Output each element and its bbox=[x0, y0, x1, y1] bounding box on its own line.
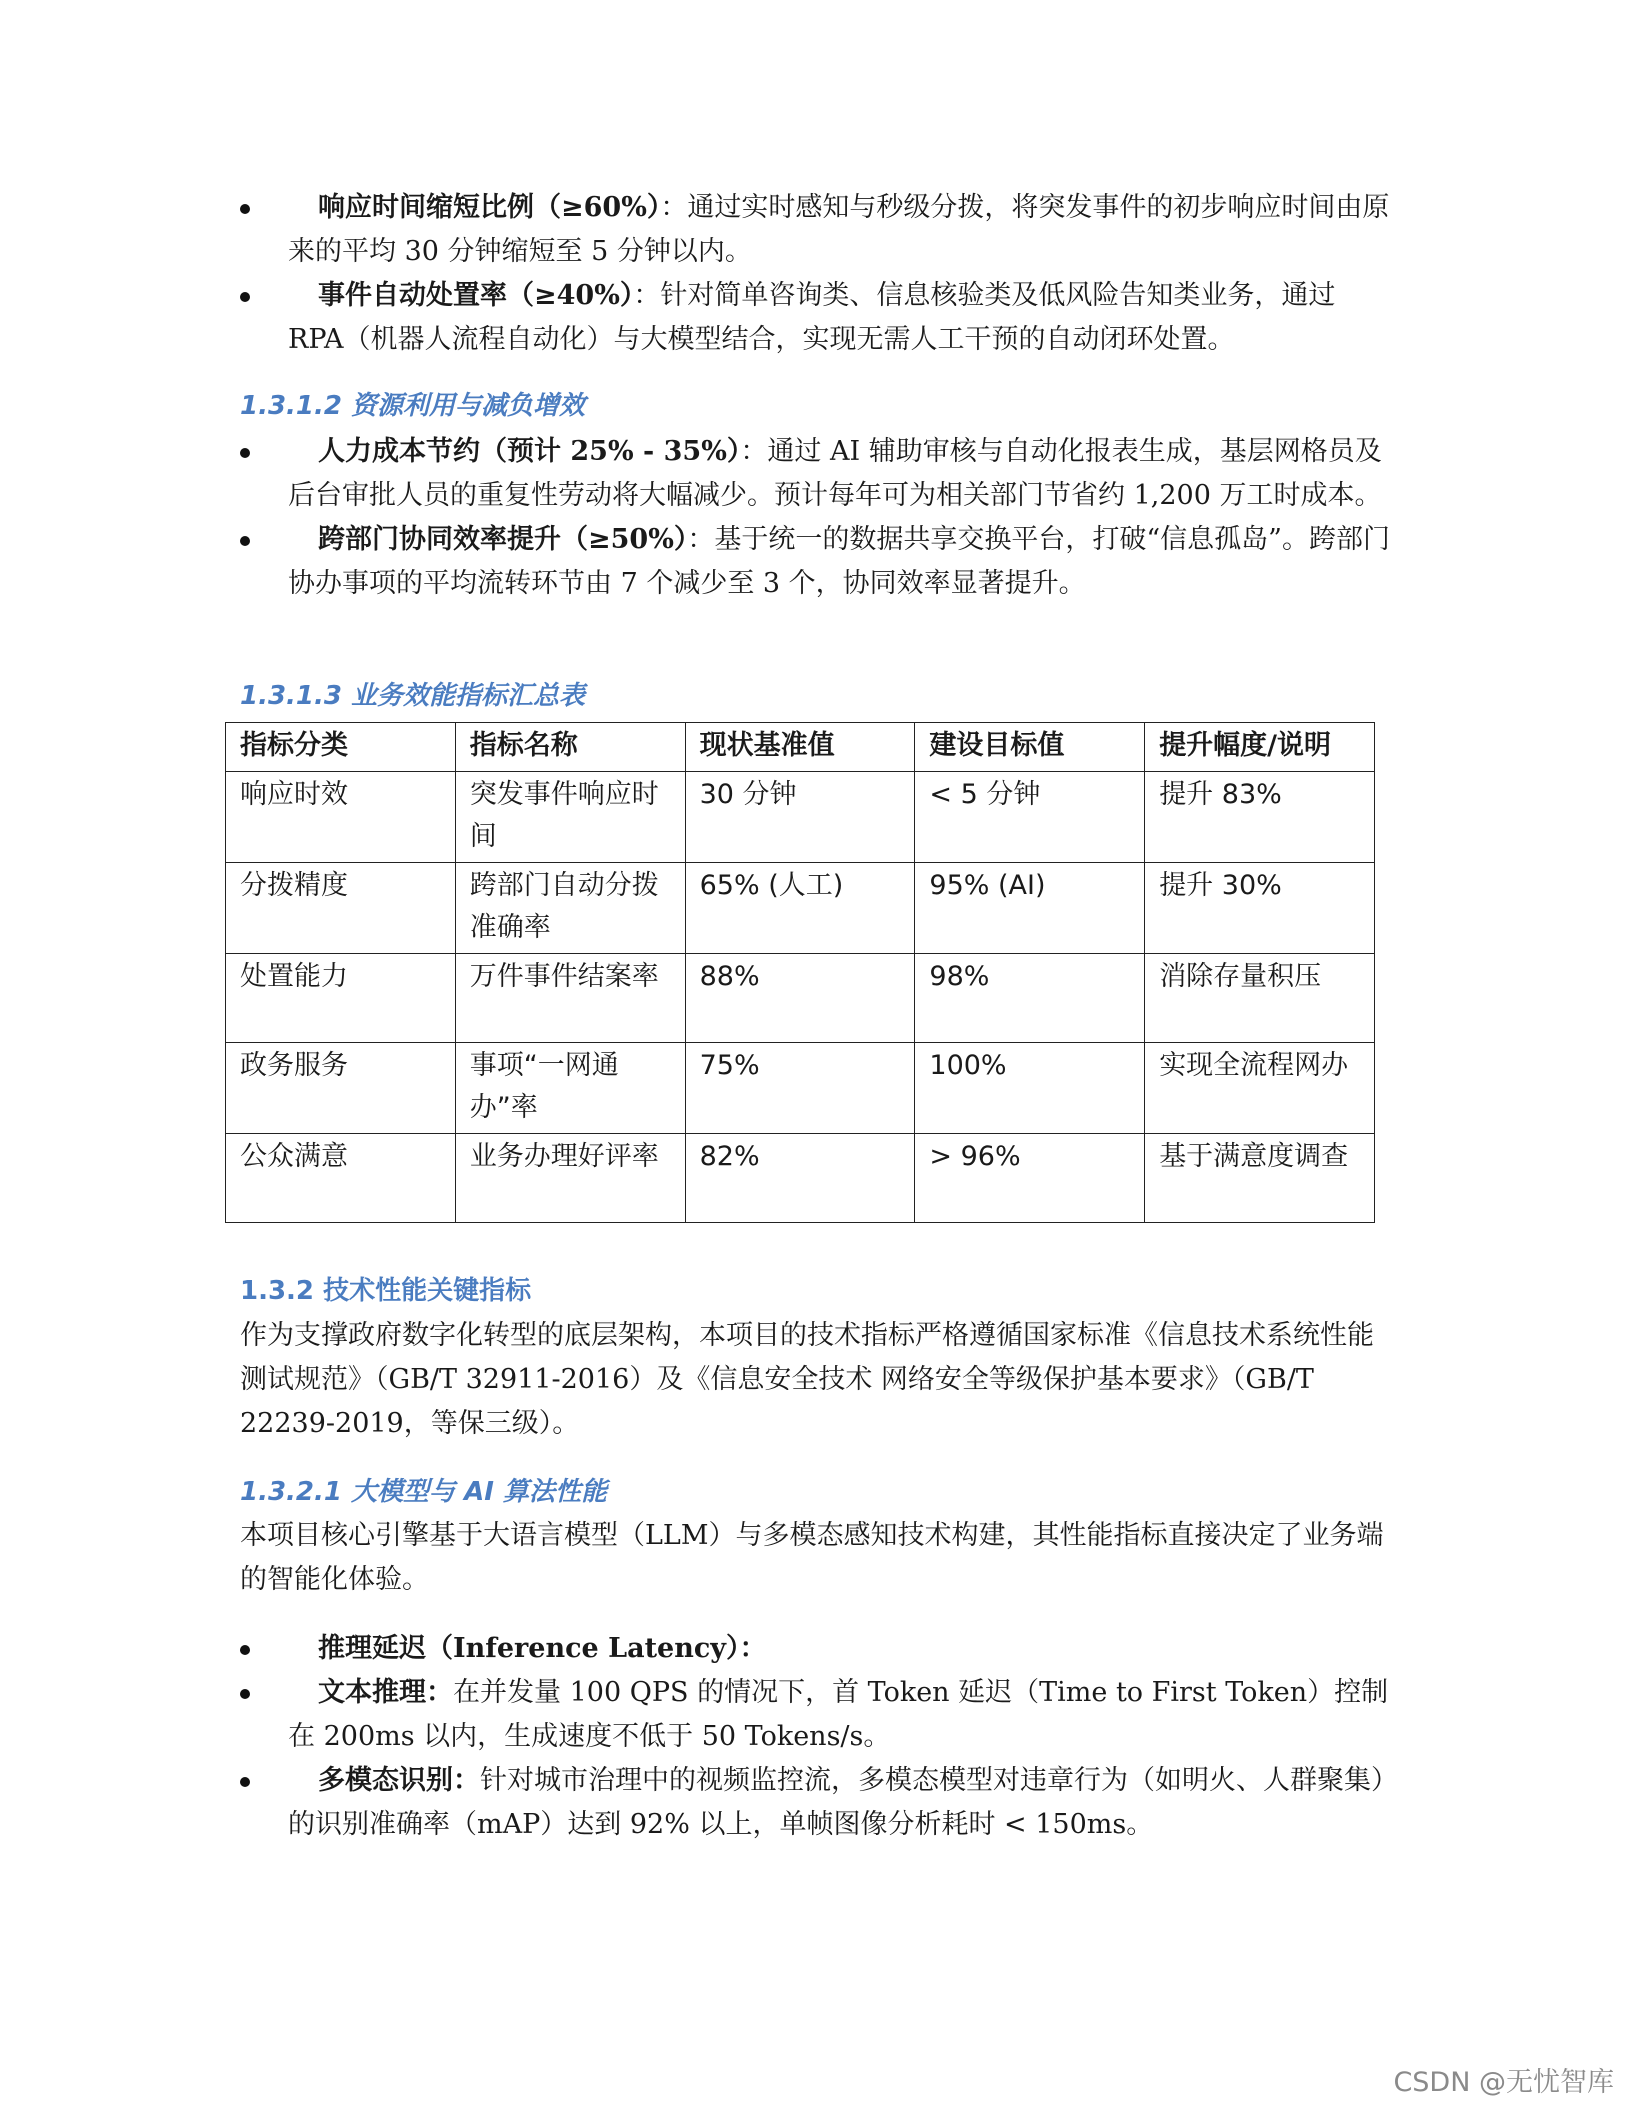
table-cell: 65% (人工) bbox=[685, 863, 915, 954]
list-item bbox=[240, 274, 1390, 362]
table-cell: 30 分钟 bbox=[685, 772, 915, 863]
table-cell: 98% bbox=[915, 954, 1145, 1043]
table-cell: 实现全流程网办 bbox=[1145, 1043, 1375, 1134]
table-cell: 100% bbox=[915, 1043, 1145, 1134]
column-header: 现状基准值 bbox=[685, 723, 915, 772]
resource-bullet-list bbox=[240, 430, 1390, 606]
bullet-bold-label: 文本推理： bbox=[318, 1677, 453, 1708]
llm-intro-paragraph: 本项目核心引擎基于大语言模型（LLM）与多模态感知技术构建，其性能指标直接决定了业务端的智能化体验。 bbox=[240, 1520, 1384, 1595]
table-row bbox=[226, 1134, 1375, 1223]
table-cell: 公众满意 bbox=[226, 1134, 456, 1223]
table-row bbox=[226, 772, 1375, 863]
table-cell: 消除存量积压 bbox=[1145, 954, 1375, 1043]
table-cell: 提升 30% bbox=[1145, 863, 1375, 954]
bullet-text: ：基于统一的数据共享交换平台，打破“信息孤岛”。跨部门协办事项的平均流转环节由 7 个减少至 3 个，协同效率显著提升。 bbox=[288, 524, 1390, 599]
table-cell: 万件事件结案率 bbox=[455, 954, 685, 1043]
table-cell: 75% bbox=[685, 1043, 915, 1134]
response-bullet-list bbox=[240, 186, 1390, 362]
table-cell: > 96% bbox=[915, 1134, 1145, 1223]
list-item bbox=[240, 518, 1390, 606]
column-header: 建设目标值 bbox=[915, 723, 1145, 772]
table-cell: 处置能力 bbox=[226, 954, 456, 1043]
bullet-bold-label: 推理延迟（Inference Latency）： bbox=[318, 1633, 767, 1664]
column-header: 指标名称 bbox=[455, 723, 685, 772]
bullet-text: 在并发量 100 QPS 的情况下，首 Token 延迟（Time to First Token）控制在 200ms 以内，生成速度不低于 50 Tokens/s。 bbox=[288, 1677, 1389, 1752]
bullet-text: ：针对简单咨询类、信息核验类及低风险告知类业务，通过 RPA（机器人流程自动化）与大模型结合，实现无需人工干预的自动闭环处置。 bbox=[288, 280, 1336, 355]
table-cell: 跨部门自动分拨准确率 bbox=[455, 863, 685, 954]
bullet-text: ：通过 AI 辅助审核与自动化报表生成，基层网格员及后台审批人员的重复性劳动将大幅减少。预计每年可为相关部门节省约 1,200 万工时成本。 bbox=[288, 436, 1382, 511]
table-cell: < 5 分钟 bbox=[915, 772, 1145, 863]
bullet-text: ：通过实时感知与秒级分拨，将突发事件的初步响应时间由原来的平均 30 分钟缩短至 5 分钟以内。 bbox=[288, 192, 1390, 267]
list-item bbox=[240, 1627, 1390, 1671]
list-item bbox=[240, 186, 1390, 274]
bullet-text: 针对城市治理中的视频监控流，多模态模型对违章行为（如明火、人群聚集）的识别准确率（mAP）达到 92% 以上，单帧图像分析耗时 < 150ms。 bbox=[288, 1765, 1385, 1840]
table-cell: 突发事件响应时间 bbox=[455, 772, 685, 863]
csdn-watermark: CSDN @无忧智库 bbox=[1393, 2067, 1614, 2098]
list-item bbox=[240, 1671, 1390, 1759]
table-row bbox=[226, 954, 1375, 1043]
table-cell: 82% bbox=[685, 1134, 915, 1223]
tech-kpi-paragraph: 作为支撑政府数字化转型的底层架构，本项目的技术指标严格遵循国家标准《信息技术系统性能测试规范》（GB/T 32911-2016）及《信息安全技术 网络安全等级保护基本要求》（GB/T 22239-2019，等保三级）。 bbox=[240, 1320, 1374, 1439]
table-cell: 提升 83% bbox=[1145, 772, 1375, 863]
bullet-bold-label: 事件自动处置率（≥40%） bbox=[318, 280, 634, 311]
table-cell: 政务服务 bbox=[226, 1043, 456, 1134]
table-cell: 业务办理好评率 bbox=[455, 1134, 685, 1223]
section-heading-llm-performance: 1.3.2.1 大模型与 AI 算法性能 bbox=[240, 1477, 607, 1507]
bullet-bold-label: 人力成本节约（预计 25% - 35%） bbox=[318, 436, 741, 467]
bullet-bold-label: 响应时间缩短比例（≥60%） bbox=[318, 192, 661, 223]
table-row bbox=[226, 863, 1375, 954]
llm-bullet-list bbox=[240, 1627, 1390, 1847]
table-cell: 响应时效 bbox=[226, 772, 456, 863]
column-header: 指标分类 bbox=[226, 723, 456, 772]
table-row bbox=[226, 1043, 1375, 1134]
column-header: 提升幅度/说明 bbox=[1145, 723, 1375, 772]
section-heading-summary-table: 1.3.1.3 业务效能指标汇总表 bbox=[240, 681, 586, 711]
section-heading-tech-kpi: 1.3.2 技术性能关键指标 bbox=[240, 1276, 532, 1306]
table-cell: 95% (AI) bbox=[915, 863, 1145, 954]
table-cell: 基于满意度调查 bbox=[1145, 1134, 1375, 1223]
bullet-bold-label: 多模态识别： bbox=[318, 1765, 480, 1796]
table-cell: 88% bbox=[685, 954, 915, 1043]
section-heading-resource: 1.3.1.2 资源利用与减负增效 bbox=[240, 391, 586, 421]
table-header-row bbox=[226, 723, 1375, 772]
list-item bbox=[240, 430, 1390, 518]
bullet-bold-label: 跨部门协同效率提升（≥50%） bbox=[318, 524, 688, 555]
table-cell: 事项“一网通办”率 bbox=[455, 1043, 685, 1134]
efficiency-summary-table bbox=[225, 722, 1375, 1223]
table-cell: 分拨精度 bbox=[226, 863, 456, 954]
list-item bbox=[240, 1759, 1390, 1847]
